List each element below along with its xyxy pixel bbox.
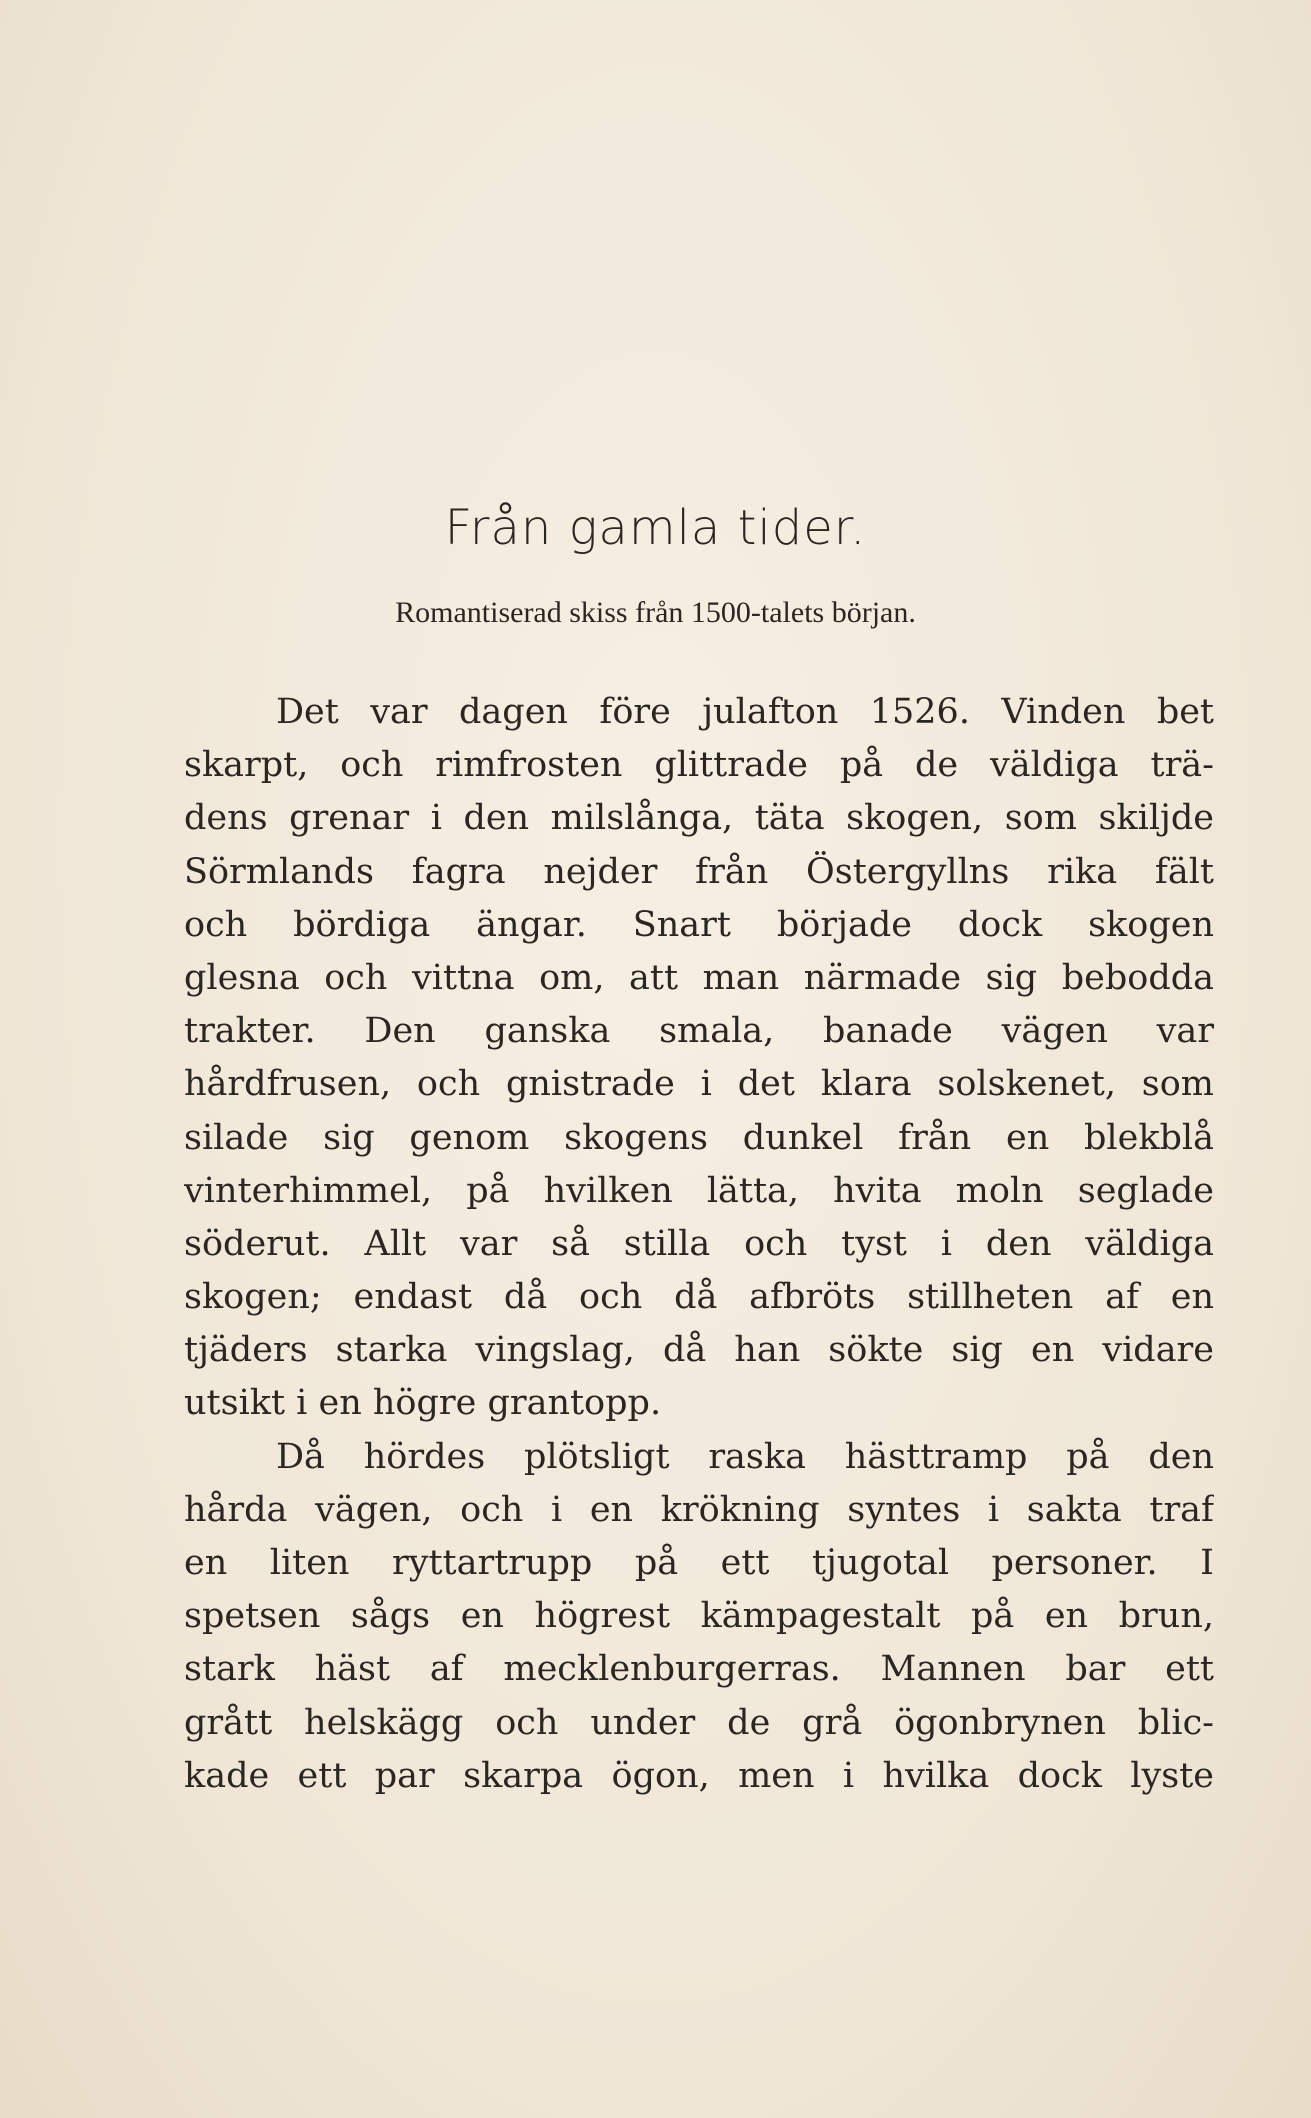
text-line: stark häst af mecklenburgerras. Mannen bar ett <box>184 1649 1214 1690</box>
text-line: tjäders starka vingslag, då han sökte sig en vidare <box>184 1330 1214 1371</box>
text-line: och bördiga ängar. Snart började dock skogen <box>184 904 1214 945</box>
text-line: spetsen sågs en högrest kämpagestalt på en brun, <box>184 1596 1214 1637</box>
text-line: en liten ryttartrupp på ett tjugotal personer. I <box>184 1543 1214 1583</box>
text-line: Då hördes plötsligt raska hästtramp på den <box>276 1436 1214 1477</box>
text-line: skarpt, och rimfrosten glittrade på de väldiga trä- <box>184 745 1214 786</box>
text-line: silade sig genom skogens dunkel från en blekblå <box>184 1117 1214 1158</box>
text-line: kade ett par skarpa ögon, men i hvilka dock lyste <box>184 1755 1214 1796</box>
chapter-title: Från gamla tider. <box>444 500 867 556</box>
text-line: glesna och vittna om, att man närmade sig bebodda <box>184 957 1214 998</box>
text-line: Sörmlands fagra nejder från Östergyllns rika fält <box>184 851 1214 892</box>
chapter-subtitle: Romantiserad skiss från 1500-talets början. <box>395 596 916 629</box>
text-line: söderut. Allt var så stilla och tyst i den väldiga <box>184 1223 1214 1264</box>
paragraph-1 <box>184 686 1214 1431</box>
text-line: Det var dagen före julafton 1526. Vinden bet <box>276 692 1214 732</box>
paragraph-2 <box>184 1431 1214 1803</box>
text-line: skogen; endast då och då afbröts stillheten af en <box>184 1277 1214 1318</box>
text-line: dens grenar i den milslånga, täta skogen, som skiljde <box>184 798 1214 839</box>
body-text <box>184 686 1214 1803</box>
text-line: grått helskägg och under de grå ögonbrynen blic- <box>184 1702 1214 1743</box>
text-line: trakter. Den ganska smala, banade vägen var <box>184 1011 1214 1052</box>
text-line: vinterhimmel, på hvilken lätta, hvita moln seglade <box>184 1170 1214 1211</box>
text-line: utsikt i en högre grantopp. <box>184 1383 662 1424</box>
text-line: hårda vägen, och i en krökning syntes i sakta traf <box>184 1489 1214 1530</box>
text-line: hårdfrusen, och gnistrade i det klara solskenet, som <box>184 1064 1214 1105</box>
